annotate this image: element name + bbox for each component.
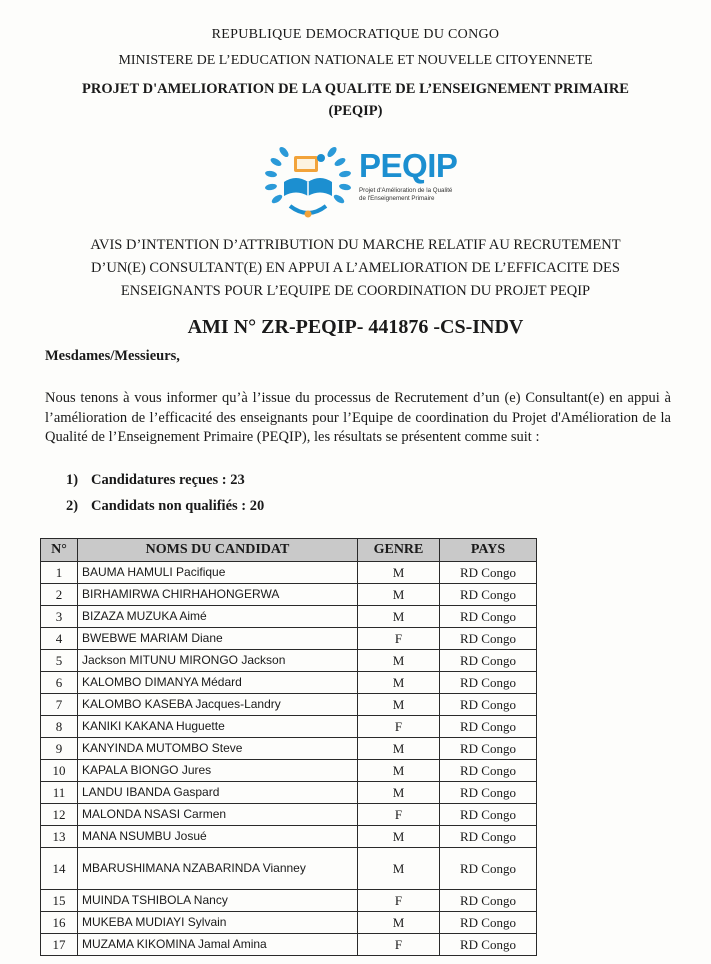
cell-gender: M	[358, 782, 440, 804]
table-row	[41, 606, 537, 628]
cell-candidate-name: MALONDA NSASI Carmen	[78, 804, 358, 826]
column-header-number: N°	[41, 539, 78, 562]
column-header-name: NOMS DU CANDIDAT	[78, 539, 358, 562]
cell-number: 7	[41, 694, 78, 716]
cell-number: 2	[41, 584, 78, 606]
cell-gender: M	[358, 584, 440, 606]
header-republic: REPUBLIQUE DEMOCRATIQUE DU CONGO	[211, 27, 500, 42]
cell-country: RD Congo	[440, 650, 537, 672]
table-row	[41, 716, 537, 738]
table-header-row	[41, 539, 537, 562]
cell-country: RD Congo	[440, 584, 537, 606]
cell-candidate-name: KALOMBO KASEBA Jacques-Landry	[78, 694, 358, 716]
cell-country: RD Congo	[440, 804, 537, 826]
cell-number: 10	[41, 760, 78, 782]
cell-candidate-name: MUKEBA MUDIAYI Sylvain	[78, 912, 358, 934]
cell-gender: M	[358, 848, 440, 890]
table-row	[41, 562, 537, 584]
cell-candidate-name: BWEBWE MARIAM Diane	[78, 628, 358, 650]
notice-title-line: ENSEIGNANTS POUR L’EQUIPE DE COORDINATION DU PROJET PEQIP	[120, 283, 591, 299]
cell-country: RD Congo	[440, 760, 537, 782]
ami-reference: AMI N° ZR-PEQIP- 441876 -CS-INDV	[187, 316, 524, 338]
table-row	[41, 738, 537, 760]
cell-country: RD Congo	[440, 562, 537, 584]
table-row	[41, 848, 537, 890]
cell-country: RD Congo	[440, 716, 537, 738]
cell-gender: M	[358, 912, 440, 934]
notice-title	[0, 234, 711, 303]
cell-gender: M	[358, 606, 440, 628]
cell-country: RD Congo	[440, 912, 537, 934]
stat-number: 2)	[66, 498, 79, 514]
cell-number: 4	[41, 628, 78, 650]
cell-country: RD Congo	[440, 890, 537, 912]
table-row	[41, 672, 537, 694]
cell-number: 9	[41, 738, 78, 760]
column-header-gender: GENRE	[358, 539, 440, 562]
peqip-emblem-icon	[258, 134, 358, 224]
stat-number: 1)	[66, 472, 79, 488]
cell-number: 16	[41, 912, 78, 934]
cell-gender: M	[358, 760, 440, 782]
header-project-acronym: (PEQIP)	[328, 103, 383, 119]
cell-country: RD Congo	[440, 672, 537, 694]
peqip-logo	[258, 134, 458, 224]
notice-title-line: D’UN(E) CONSULTANT(E) EN APPUI A L’AMELIORATION DE L’EFFICACITE DES	[91, 260, 620, 276]
table-row	[41, 782, 537, 804]
logo-name: PEQIP	[359, 147, 458, 184]
stat-applications-received	[66, 472, 245, 489]
stat-unqualified	[66, 498, 264, 515]
cell-gender: M	[358, 826, 440, 848]
cell-candidate-name: MBARUSHIMANA NZABARINDA Vianney	[78, 848, 358, 890]
stat-text: Candidatures reçues : 23	[91, 472, 245, 488]
table-row	[41, 628, 537, 650]
cell-gender: F	[358, 890, 440, 912]
salutation: Mesdames/Messieurs,	[45, 348, 180, 364]
cell-candidate-name: KALOMBO DIMANYA Médard	[78, 672, 358, 694]
cell-country: RD Congo	[440, 694, 537, 716]
cell-gender: M	[358, 562, 440, 584]
cell-number: 1	[41, 562, 78, 584]
cell-gender: F	[358, 934, 440, 956]
cell-country: RD Congo	[440, 628, 537, 650]
cell-candidate-name: Jackson MITUNU MIRONGO Jackson	[78, 650, 358, 672]
cell-candidate-name: MUINDA TSHIBOLA Nancy	[78, 890, 358, 912]
cell-candidate-name: BAUMA HAMULI Pacifique	[78, 562, 358, 584]
cell-country: RD Congo	[440, 606, 537, 628]
cell-number: 6	[41, 672, 78, 694]
table-row	[41, 826, 537, 848]
cell-gender: F	[358, 716, 440, 738]
column-header-country: PAYS	[440, 539, 537, 562]
cell-number: 13	[41, 826, 78, 848]
header-ministry: MINISTERE DE L’EDUCATION NATIONALE ET NOUVELLE CITOYENNETE	[118, 53, 593, 68]
cell-number: 14	[41, 848, 78, 890]
table-row	[41, 650, 537, 672]
cell-gender: M	[358, 694, 440, 716]
notice-title-line: AVIS D’INTENTION D’ATTRIBUTION DU MARCHE RELATIF AU RECRUTEMENT	[90, 237, 621, 253]
cell-candidate-name: KANYINDA MUTOMBO Steve	[78, 738, 358, 760]
cell-candidate-name: KAPALA BIONGO Jures	[78, 760, 358, 782]
table-row	[41, 760, 537, 782]
header-project: PROJET D'AMELIORATION DE LA QUALITE DE L’ENSEIGNEMENT PRIMAIRE	[82, 81, 629, 97]
cell-country: RD Congo	[440, 934, 537, 956]
table-row	[41, 890, 537, 912]
cell-gender: M	[358, 738, 440, 760]
cell-gender: M	[358, 672, 440, 694]
cell-candidate-name: MANA NSUMBU Josué	[78, 826, 358, 848]
cell-gender: M	[358, 650, 440, 672]
cell-country: RD Congo	[440, 848, 537, 890]
cell-country: RD Congo	[440, 738, 537, 760]
candidates-table	[40, 538, 537, 956]
stat-text: Candidats non qualifiés : 20	[91, 498, 265, 514]
intro-paragraph: Nous tenons à vous informer qu’à l’issue du processus de Recrutement d’un (e) Consultant(e) en appui à l’amélioration de l’efficacité des enseignants pour l’Equipe de coordination du Projet d'Amélioration de la Qualité de l’Enseignement Primaire (PEQIP), les résultats se présentent comme suit :	[45, 390, 671, 445]
cell-candidate-name: KANIKI KAKANA Huguette	[78, 716, 358, 738]
cell-number: 5	[41, 650, 78, 672]
cell-candidate-name: MUZAMA KIKOMINA Jamal Amina	[78, 934, 358, 956]
cell-number: 15	[41, 890, 78, 912]
cell-number: 12	[41, 804, 78, 826]
logo-tagline: Projet d'Amélioration de la Qualité de l'Enseignement Primaire	[359, 187, 453, 202]
table-row	[41, 694, 537, 716]
cell-gender: F	[358, 804, 440, 826]
cell-number: 8	[41, 716, 78, 738]
cell-candidate-name: BIRHAMIRWA CHIRHAHONGERWA	[78, 584, 358, 606]
cell-number: 11	[41, 782, 78, 804]
cell-country: RD Congo	[440, 826, 537, 848]
cell-candidate-name: BIZAZA MUZUKA Aimé	[78, 606, 358, 628]
table-row	[41, 584, 537, 606]
cell-candidate-name: LANDU IBANDA Gaspard	[78, 782, 358, 804]
table-row	[41, 912, 537, 934]
cell-number: 3	[41, 606, 78, 628]
table-row	[41, 804, 537, 826]
table-row	[41, 934, 537, 956]
cell-country: RD Congo	[440, 782, 537, 804]
cell-gender: F	[358, 628, 440, 650]
cell-number: 17	[41, 934, 78, 956]
